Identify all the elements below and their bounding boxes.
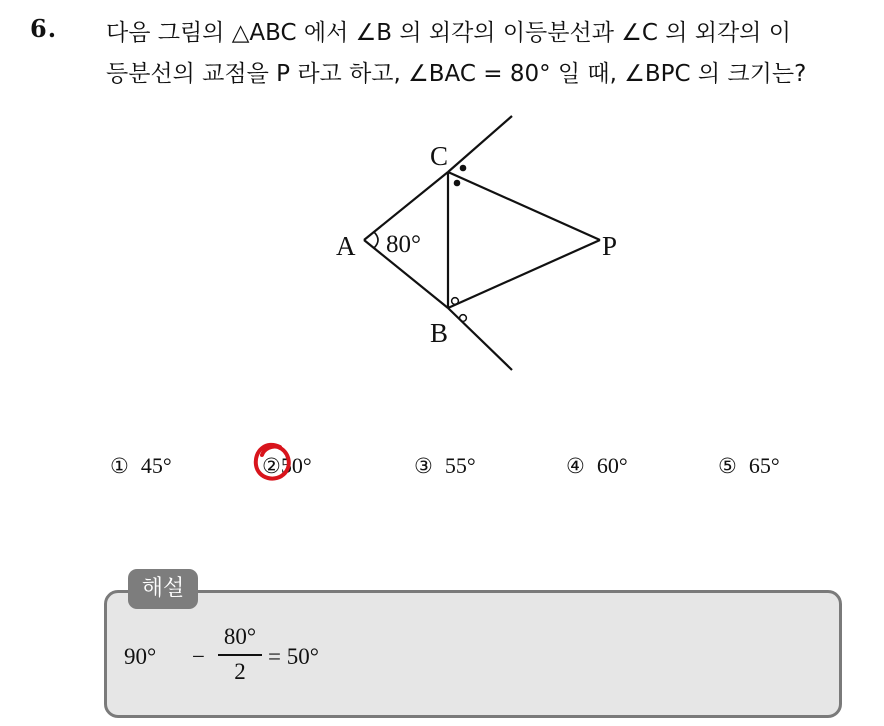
formula-minus: −	[192, 644, 205, 669]
angle-arc-a	[374, 232, 378, 248]
choice-4-number: ④	[566, 454, 585, 478]
angle-mark-c-1	[460, 165, 467, 172]
formula-rhs: = 50°	[268, 644, 319, 669]
question-text-line-1: 다음 그림의 △ABC 에서 ∠B 의 외각의 이등분선과 ∠C 의 외각의 이	[106, 20, 791, 46]
choice-5-number: ⑤	[718, 454, 737, 478]
label-a: A	[336, 231, 356, 261]
answer-choices	[0, 453, 884, 487]
extension-line-b	[448, 308, 512, 370]
solution-tab-label: 해설	[128, 569, 198, 609]
choice-3[interactable]	[414, 453, 476, 479]
choice-3-value: 55°	[444, 453, 476, 478]
fraction-denominator: 2	[234, 659, 246, 684]
extension-line-c	[448, 116, 512, 172]
label-p: P	[602, 231, 618, 261]
choice-1-number: ①	[110, 454, 129, 478]
angle-label-a: 80°	[386, 231, 421, 258]
solution-formula	[124, 624, 424, 694]
bisector-bp	[448, 240, 600, 308]
triangle-figure	[330, 110, 630, 380]
side-ac	[364, 172, 448, 240]
choice-3-number: ③	[414, 454, 433, 478]
choice-1[interactable]	[110, 453, 172, 479]
fraction-bar	[218, 654, 262, 656]
choice-5[interactable]	[718, 453, 780, 479]
angle-mark-b-1	[452, 298, 459, 305]
answer-circle-mark-icon	[252, 441, 292, 485]
choice-5-value: 65°	[748, 453, 780, 478]
choice-2[interactable]	[262, 453, 312, 479]
choice-4-value: 60°	[596, 453, 628, 478]
question-number: 6.	[30, 14, 58, 43]
bisector-cp	[448, 172, 600, 240]
angle-mark-c-2	[454, 180, 461, 187]
angle-mark-b-2	[460, 315, 467, 322]
choice-2-value: 50°	[280, 453, 312, 478]
choice-1-value: 45°	[140, 453, 172, 478]
label-b: B	[430, 318, 449, 348]
question-text-line-2: 등분선의 교점을 P 라고 하고, ∠BAC = 80° 일 때, ∠BPC 의 크기는?	[106, 61, 807, 87]
formula-fraction	[218, 624, 262, 685]
fraction-numerator: 80°	[223, 624, 257, 649]
choice-4[interactable]	[566, 453, 628, 479]
formula-lhs: 90°	[124, 644, 157, 669]
label-c: C	[430, 141, 449, 171]
choice-2-number: ②	[262, 454, 281, 478]
